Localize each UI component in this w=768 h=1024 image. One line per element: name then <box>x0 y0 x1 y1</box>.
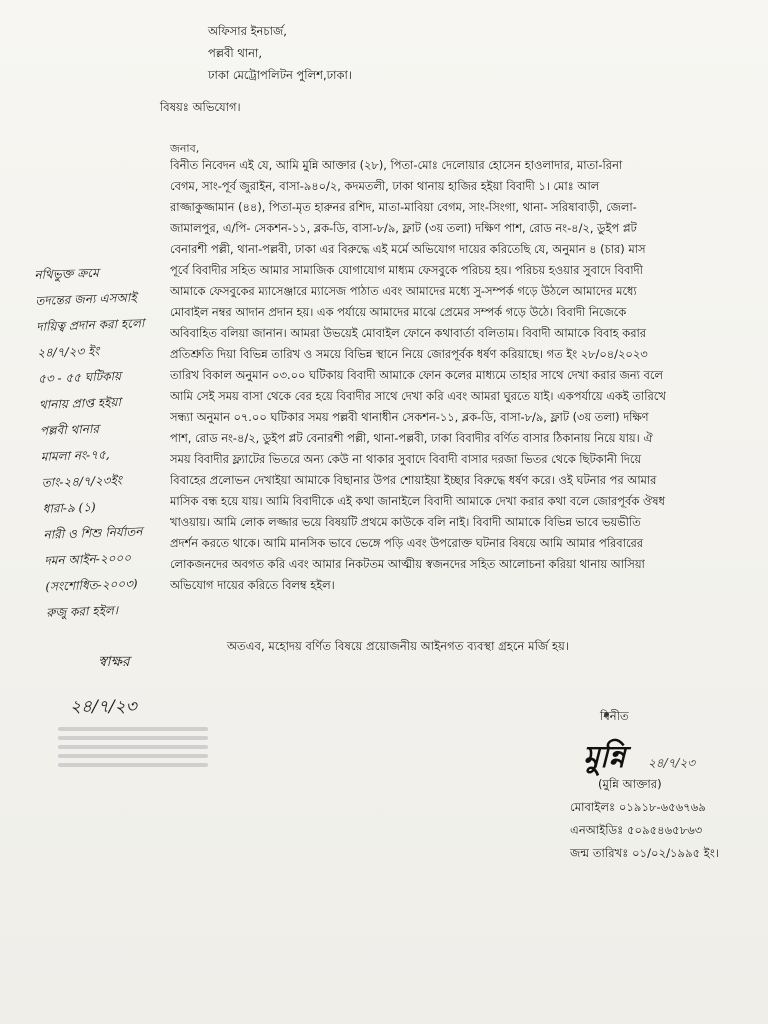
officer-stamp-block <box>48 650 208 772</box>
margin-note-line: ৫৩ - ৫৫ ঘটিকায় <box>37 369 122 386</box>
body-line: সন্ধ্যা অনুমান ০৭.০০ ঘটিকার সময় পল্লবী থানাধীন সেকশন-১১, ব্লক-ডি, বাসা-৮/৯, ফ্লাট (৩য় তলা) দক্ষিণ <box>170 410 649 424</box>
body-line: প্রদর্শন করতে থাকে। আমি মানসিক ভাবে ভেঙ্গে পড়ি এবং উপরোক্ত ঘটনার বিষয়ে আমি আমার পরিবারের <box>170 536 644 550</box>
complainant-signature: মুন্নি <box>583 740 626 775</box>
margin-note-line: ২৪/৭/২৩ ইং <box>36 343 100 360</box>
sender-mobile: মোবাইলঃ ০১৯১৮-৬৫৬৭৬৯ <box>570 800 706 814</box>
body-line: আমাকে ফেসবুকের ম্যাসেঞ্জারে ম্যাসেজ পাঠাত এবং আমাদের মধ্যে সু-সম্পর্ক গড়ে উঠলে আমাদের মধ্যে <box>170 284 637 298</box>
sender-details <box>570 773 719 865</box>
body-line: পাশ, রোড নং-৪/২, ডুইপ প্লট বেনারশী পল্লী, থানা-পল্লবী, ঢাকা বিবাদীর বর্ণিত বাসার ঠিকানায় নিয়ে যায়। ঐ <box>170 431 653 445</box>
handwritten-margin-note <box>34 256 207 625</box>
body-line: আমি সেই সময় বাসা থেকে বের হয়ে বিবাদীর সাথে দেখা করি এবং আমরা ঘুরতে যাই। একপর্যায়ে একই তারিখে <box>170 389 666 403</box>
margin-note-line: দায়িত্ব প্রদান করা হলো <box>36 316 145 334</box>
margin-note-line: ধারা-৯ (১) <box>42 500 96 516</box>
addressee-line-1: অফিসার ইনচার্জ, <box>208 24 287 38</box>
margin-note-line: দমন আইন-২০০০ <box>44 550 132 568</box>
body-line: প্রতিশ্রুতি দিয়া বিভিন্ন তারিখ ও সময়ে বিভিন্ন স্থানে নিয়ে জোরপূর্বক ধর্ষণ করিয়াছে। গত ইং ২৮/০৪/২০২৩ <box>170 347 648 361</box>
body-line: জামালপুর, এ/পি- সেকশন-১১, ব্লক-ডি, বাসা-৮/৯, ফ্লাট (৩য় তলা) দক্ষিণ পাশ, রোড নং-৪/২, ডুইপ প্লট <box>170 221 637 235</box>
body-line: খাওয়ায়। আমি লোক লজ্জার ভয়ে বিষয়টি প্রথমে কাউকে বলি নাই। বিবাদী আমাকে বিভিন্ন ভাবে ভয়ভীতি <box>170 515 641 529</box>
signoff: বিনীত <box>600 709 629 723</box>
margin-note-line: তাং-২৪/৭/২৩ইং <box>41 473 123 490</box>
body-line: লোকজনদের অবগত করি এবং আমার নিকটতম আত্মীয় স্বজনদের সহিত আলোচনা করিয়া থানায় আসিয়া <box>170 557 645 571</box>
officer-signature: স্বাক্ষর <box>98 654 130 670</box>
margin-note-line: মামলা নং-৭৫, <box>40 447 110 464</box>
sender-dob: জন্ম তারিখঃ ০১/০২/১৯৯৫ ইং। <box>570 846 719 860</box>
signature-date: ২৪/৭/২৩ <box>648 756 696 770</box>
margin-note-line: রুজু করা হইল। <box>46 603 119 620</box>
salutation: জনাব, <box>170 142 200 155</box>
body-line: বিবাহের প্রলোভন দেখাইয়া আমাকে বিছানার উপর শোয়াইয়া ইচ্ছার বিরুদ্ধে ধর্ষণ করে। ওই ঘটনার পর আমার <box>170 473 657 487</box>
margin-note-line: নারী ও শিশু নির্যাতন <box>43 524 143 542</box>
body-line: তারিখ বিকাল অনুমান ০৩.০০ ঘটিকায় বিবাদী আমাকে ফোন কলের মাধ্যমে তাহার সাথে দেখা করার জন্য বলে <box>170 368 663 382</box>
faded-stamp-text <box>58 727 208 767</box>
body-line: বিনীত নিবেদন এই যে, আমি মুন্নি আক্তার (২৮), পিতা-মোঃ দেলোয়ার হোসেন হাওলাদার, মাতা-রিনা <box>170 158 623 172</box>
officer-stamp-date: ২৪/৭/২৩ <box>70 697 137 717</box>
margin-note-line: তদন্তের জন্য এসআই <box>35 290 137 308</box>
body-line: মোবাইল নম্বর আদান প্রদান হয়। এক পর্যায়ে আমাদের মাঝে প্রেমের সম্পর্ক গড়ে উঠে। বিবাদী নিজেকে <box>170 305 627 319</box>
body-line: অবিবাহিত বলিয়া জানান। আমরা উভয়েই মোবাইল ফোনে কথাবার্তা বলিতাম। বিবাদী আমাকে বিবাহ করার <box>170 326 647 340</box>
body-line: সময় বিবাদীর ফ্ল্যাটের ভিতরে অন্য কেউ না থাকার সুবাদে বিবাদী বাসার দরজা ভিতর থেকে ছিটকানী দিয়ে <box>170 452 642 466</box>
letter-body <box>170 155 762 596</box>
margin-note-line: নথিভুক্ত ক্রমে <box>34 265 99 282</box>
body-line: রাজ্জাকুজ্জামান (৪৪), পিতা-মৃত হারুনর রশিদ, মাতা-মাবিয়া বেগম, সাং-সিংগা, থানা- সরিষাবাড়ী, জেলা- <box>170 200 637 214</box>
addressee-line-3: ঢাকা মেট্রোপলিটন পুলিশ,ঢাকা। <box>208 68 352 82</box>
body-line: মাসিক বন্ধ হয়ে যায়। আমি বিবাদীকে এই কথা জানাইলে বিবাদী আমাকে দেখা করার কথা বলে জোরপূর্বক ঔষধ <box>170 494 665 508</box>
sender-nid: এনআইডিঃ ৫০৯৫৪৬৫৮৬৩ <box>570 823 703 837</box>
sender-name: (মুন্নি আক্তার) <box>598 777 662 791</box>
body-line: বেনারশী পল্লী, থানা-পল্লবী, ঢাকা এর বিরুদ্ধে এই মর্মে অভিযোগ দায়ের করিতেছি যে, অনুমান ৪ (চার) মাস <box>170 242 646 256</box>
closing-request: অতএব, মহোদয় বর্ণিত বিষয়ে প্রয়োজনীয় আইনগত ব্যবস্থা গ্রহনে মর্জি হয়। <box>227 639 570 653</box>
body-line: অভিযোগ দায়ের করিতে বিলম্ব হইল। <box>170 578 335 592</box>
addressee-line-2: পল্লবী থানা, <box>208 46 262 60</box>
addressee-block <box>208 20 352 86</box>
body-line: বেগম, সাং-পূর্ব জুরাইন, বাসা-৯৪০/২, কদমতলী, ঢাকা থানায় হাজির হইয়া বিবাদী ১। মোঃ আল <box>170 179 600 193</box>
margin-note-line: থানায় প্রাপ্ত হইয়া <box>38 395 122 412</box>
body-line: পূর্বে বিবাদীর সহিত আমার সামাজিক যোগাযোগ মাধ্যম ফেসবুকে পরিচয় হয়। পরিচয় হওয়ার সুবাদে বিবাদী <box>170 263 643 277</box>
margin-note-line: পল্লবী থানার <box>39 421 100 438</box>
subject-line: বিষয়ঃ অভিযোগ। <box>160 100 241 114</box>
margin-note-line: (সংশোধিত-২০০৩) <box>45 576 138 594</box>
